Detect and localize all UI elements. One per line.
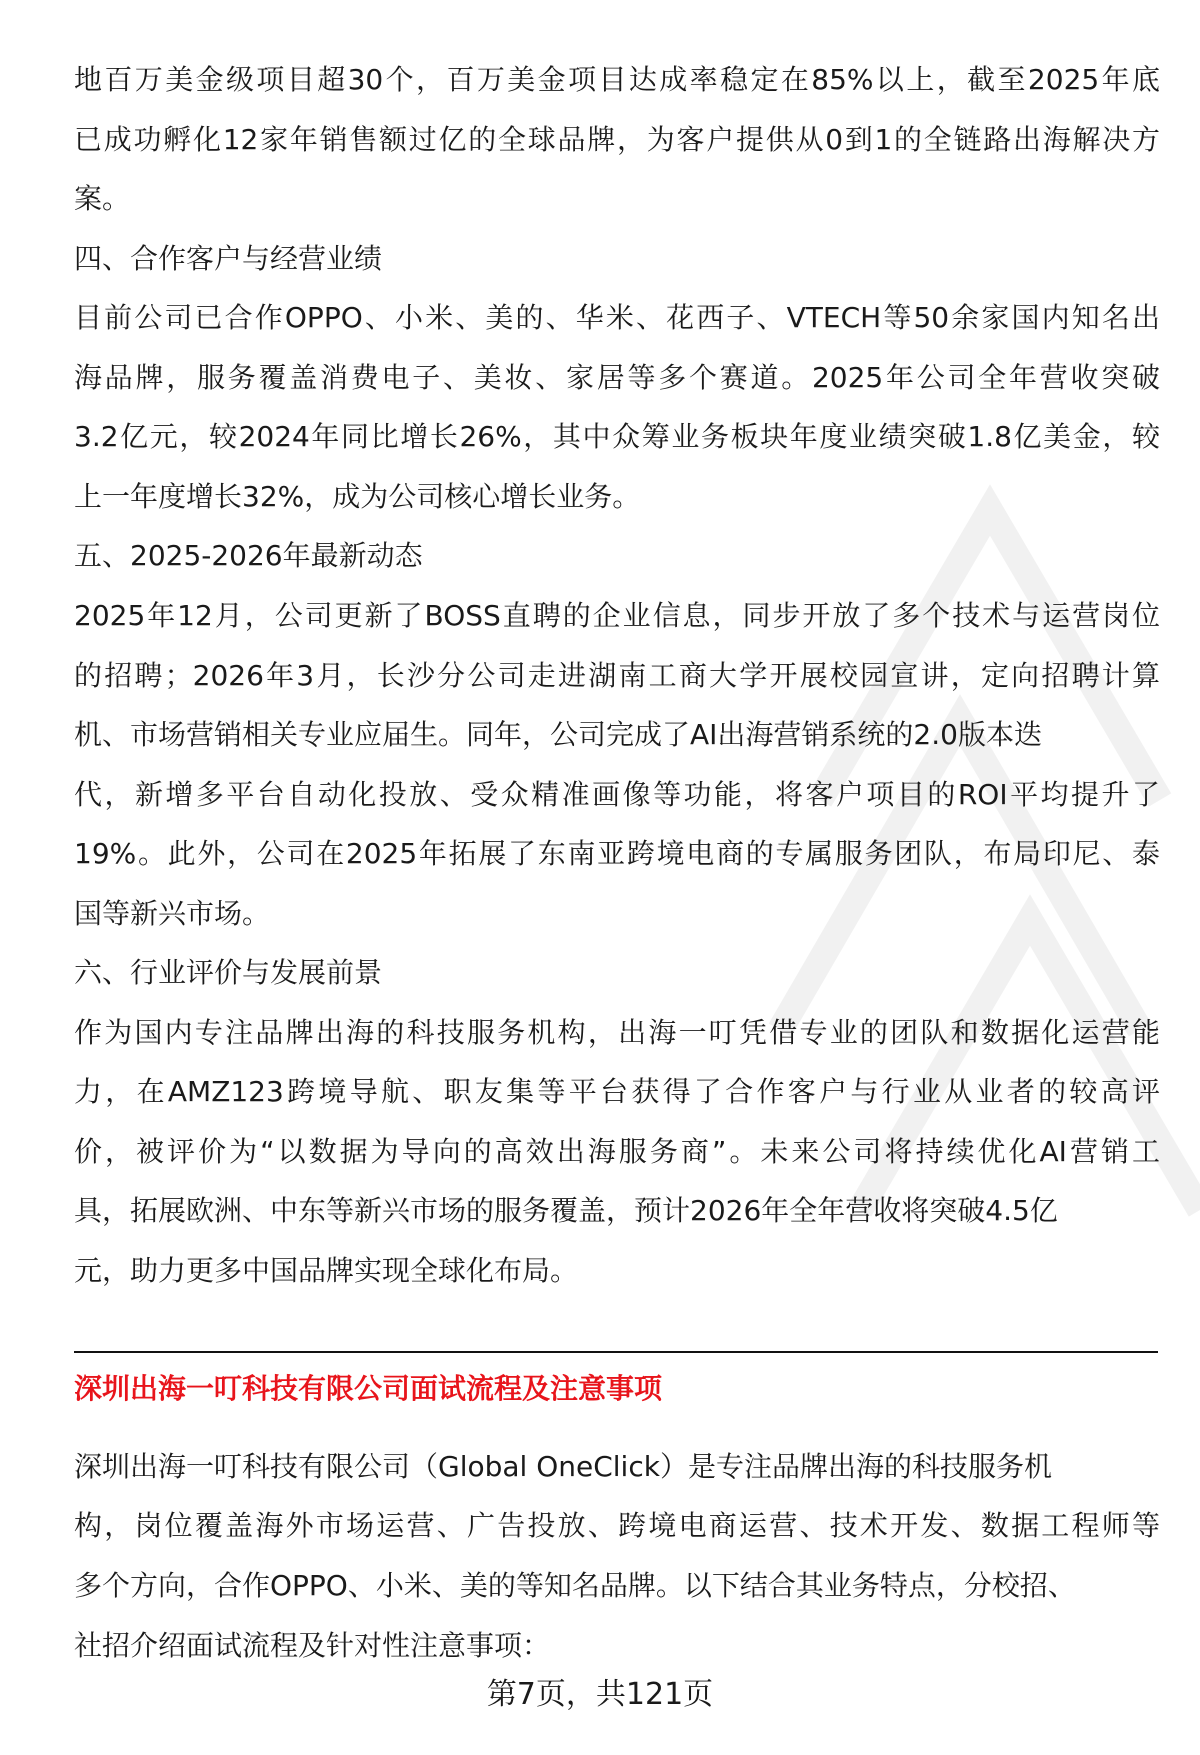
paragraph-line: 价，被评价为“以数据为导向的高效出海服务商”。未来公司将持续优化AI营销工 bbox=[74, 1134, 1160, 1168]
paragraph-line: 2025年12月，公司更新了BOSS直聘的企业信息，同步开放了多个技术与运营岗位 bbox=[74, 598, 1160, 632]
paragraph-line: 案。 bbox=[74, 182, 131, 216]
paragraph-line: 深圳出海一叮科技有限公司（Global OneClick）是专注品牌出海的科技服务机 bbox=[74, 1450, 1052, 1483]
paragraph-line: 机、市场营销相关专业应届生。同年，公司完成了AI出海营销系统的2.0版本迭 bbox=[74, 718, 1042, 752]
paragraph-line: 3.2亿元，较2024年同比增长26%，其中众筹业务板块年度业绩突破1.8亿美金，较 bbox=[74, 420, 1160, 454]
page-number: 第7页，共121页 bbox=[486, 1677, 714, 1712]
section-heading: 深圳出海一叮科技有限公司面试流程及注意事项 bbox=[74, 1372, 663, 1405]
paragraph-line: 作为国内专注品牌出海的科技服务机构，出海一叮凭借专业的团队和数据化运营能 bbox=[74, 1015, 1160, 1049]
paragraph-line: 地百万美金级项目超30个，百万美金项目达成率稳定在85%以上，截至2025年底 bbox=[74, 63, 1160, 96]
paragraph-line: 构，岗位覆盖海外市场运营、广告投放、跨境电商运营、技术开发、数据工程师等 bbox=[74, 1509, 1160, 1542]
paragraph-line: 目前公司已合作OPPO、小米、美的、华米、花西子、VTECH等50余家国内知名出 bbox=[74, 301, 1160, 335]
paragraph-line: 力，在AMZ123跨境导航、职友集等平台获得了合作客户与行业从业者的较高评 bbox=[74, 1075, 1160, 1109]
paragraph-line: 多个方向，合作OPPO、小米、美的等知名品牌。以下结合其业务特点，分校招、 bbox=[74, 1569, 1076, 1602]
paragraph-line: 代，新增多平台自动化投放、受众精准画像等功能，将客户项目的ROI平均提升了 bbox=[74, 777, 1160, 811]
paragraph-line: 海品牌，服务覆盖消费电子、美妆、家居等多个赛道。2025年公司全年营收突破 bbox=[74, 360, 1160, 394]
section-divider bbox=[74, 1351, 1158, 1353]
paragraph-line: 社招介绍面试流程及针对性注意事项： bbox=[74, 1629, 551, 1662]
paragraph-line: 19%。此外，公司在2025年拓展了东南亚跨境电商的专属服务团队，布局印尼、泰 bbox=[74, 837, 1160, 871]
section-subheading: 五、2025-2026年最新动态 bbox=[74, 539, 423, 573]
paragraph-line: 已成功孵化12家年销售额过亿的全球品牌，为客户提供从0到1的全链路出海解决方 bbox=[74, 122, 1160, 156]
paragraph-line: 的招聘；2026年3月，长沙分公司走进湖南工商大学开展校园宣讲，定向招聘计算 bbox=[74, 658, 1160, 692]
section-subheading: 六、行业评价与发展前景 bbox=[74, 956, 383, 990]
paragraph-line: 元，助力更多中国品牌实现全球化布局。 bbox=[74, 1254, 579, 1287]
paragraph-line: 国等新兴市场。 bbox=[74, 896, 271, 930]
section-subheading: 四、合作客户与经营业绩 bbox=[74, 241, 383, 275]
paragraph-line: 上一年度增长32%，成为公司核心增长业务。 bbox=[74, 479, 641, 513]
paragraph-line: 具，拓展欧洲、中东等新兴市场的服务覆盖，预计2026年全年营收将突破4.5亿 bbox=[74, 1194, 1058, 1228]
